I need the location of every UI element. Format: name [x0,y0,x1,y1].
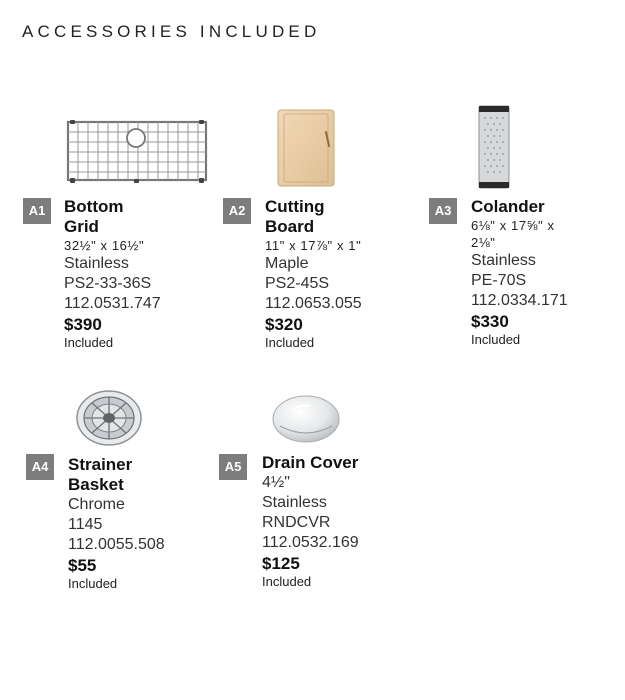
item-badge: A5 [219,454,247,480]
item-badge: A1 [23,198,51,224]
item-model: PE-70S [471,272,527,289]
item-dimensions: 4½" [262,474,290,491]
item-status: Included [68,576,118,591]
item-name: Bottom Grid [64,197,124,236]
item-badge: A4 [26,454,54,480]
item-status: Included [64,335,114,350]
item-name: Colander [471,197,545,216]
item-price: $330 [471,312,509,331]
item-name: Strainer Basket [68,455,133,494]
item-sku: 112.0532.169 [262,534,359,551]
item-material: Stainless [262,494,327,511]
item-dimensions: 6⅛" x 17⅝" x 2⅛" [471,218,555,250]
item-status: Included [471,332,521,347]
colander-image [476,104,512,190]
item-sku: 112.0531.747 [64,295,161,312]
item-model: PS2-45S [265,275,330,292]
item-material: Chrome [68,496,125,513]
item-material: Stainless [64,255,129,272]
item-model: 1145 [68,516,103,533]
item-model: PS2-33-36S [64,275,152,292]
item-dimensions: 11" x 17⅞" x 1" [265,238,362,253]
item-sku: 112.0334.171 [471,292,568,309]
bottom-grid-image [66,118,210,186]
item-dimensions: 32½" x 16½" [64,238,145,253]
item-price: $55 [68,556,97,575]
item-material: Stainless [471,252,536,269]
page-title: ACCESSORIES INCLUDED [22,22,321,41]
item-status: Included [262,574,312,589]
item-model: RNDCVR [262,514,331,531]
item-sku: 112.0055.508 [68,536,165,553]
cutting-board-image [274,108,338,190]
item-price: $320 [265,315,303,334]
item-price: $390 [64,315,102,334]
item-sku: 112.0653.055 [265,295,362,312]
strainer-basket-image [74,388,144,448]
item-name: Drain Cover [262,453,359,472]
item-status: Included [265,335,315,350]
drain-cover-image [270,392,342,444]
item-badge: A2 [223,198,251,224]
item-badge: A3 [429,198,457,224]
item-price: $125 [262,554,300,573]
item-name: Cutting Board [265,197,325,236]
item-material: Maple [265,255,309,272]
